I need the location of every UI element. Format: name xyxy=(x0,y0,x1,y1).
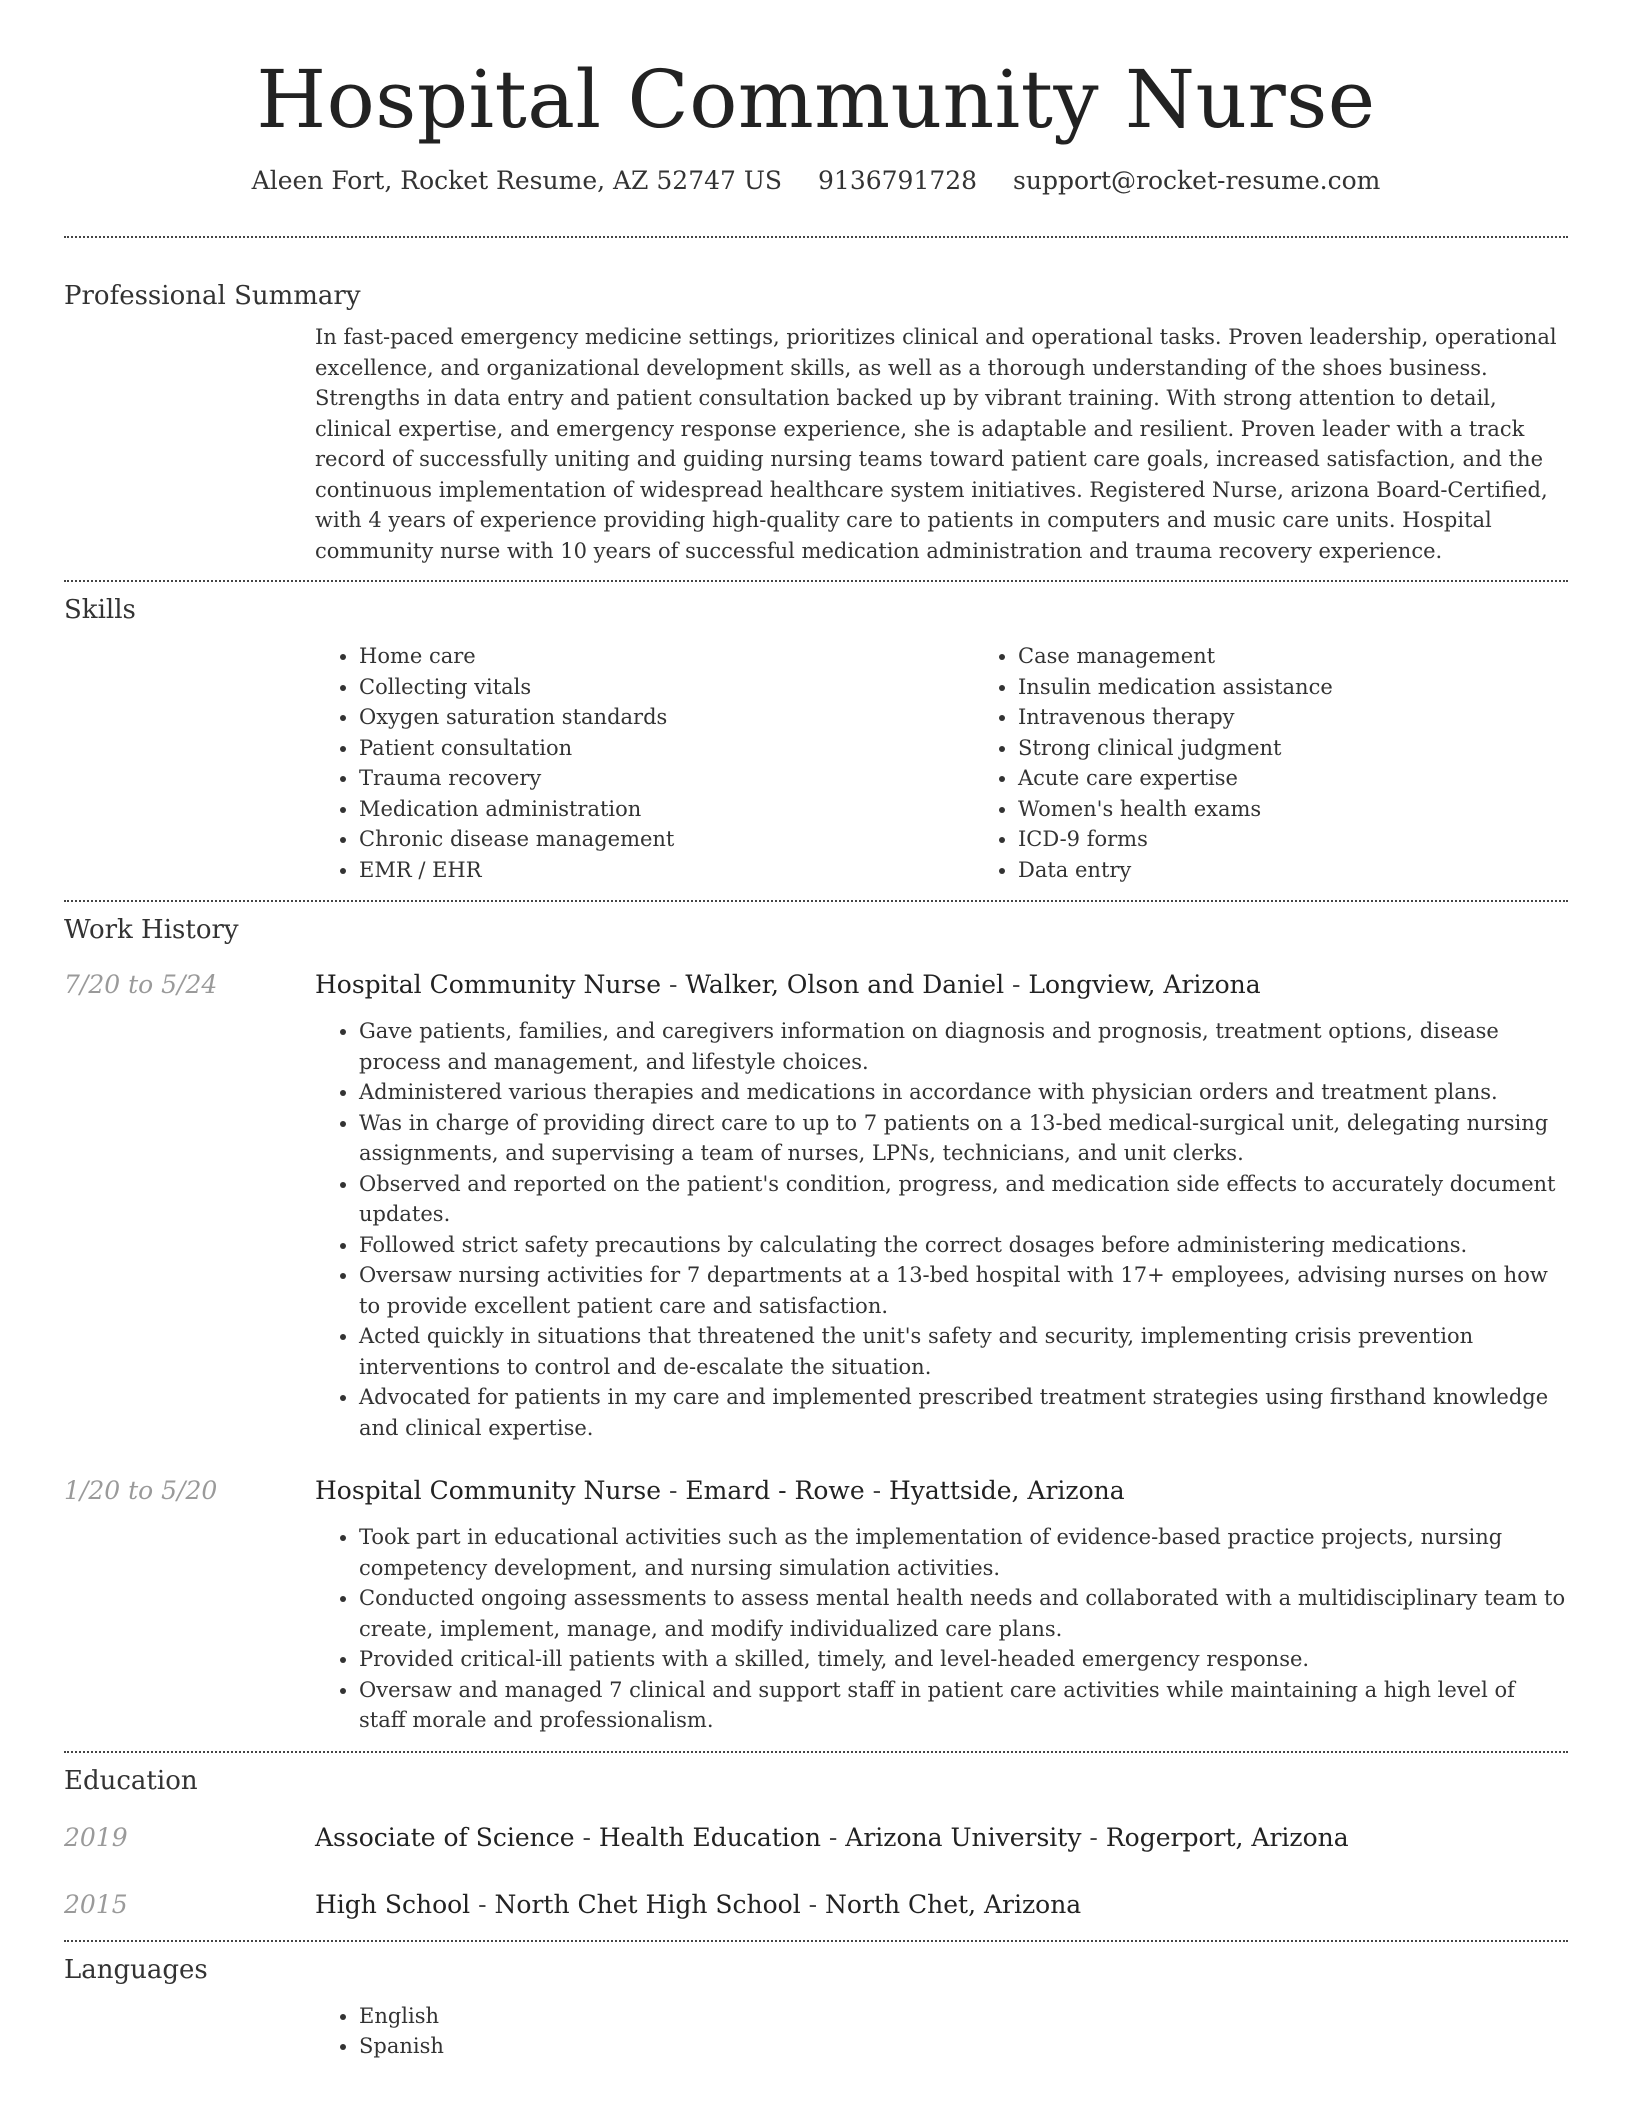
education-title: High School - North Chet High School - North Chet, Arizona xyxy=(315,1889,1082,1919)
job-bullet: • Advocated for patients in my care and implemented prescribed treatment strategies using firsthand knowledge and clinical expertise. xyxy=(359,1382,1568,1443)
skill-item: • Medication administration xyxy=(359,794,974,825)
job-header xyxy=(64,968,1568,1002)
education-degree: Associate of Science xyxy=(315,1822,575,1852)
education-title: Associate of Science - Health Education - Arizona University - Rogerport, Arizona xyxy=(315,1822,1349,1852)
skill-item: • Home care xyxy=(359,641,974,672)
job-position: Hospital Community Nurse xyxy=(315,970,662,999)
job-title: Hospital Community Nurse - Emard - Rowe - Hyattside, Arizona xyxy=(315,1476,1125,1505)
job-employer: Emard - Rowe xyxy=(685,1476,865,1505)
divider xyxy=(64,900,1568,902)
skill-item: • Chronic disease management xyxy=(359,824,974,855)
skill-item: • Case management xyxy=(1018,641,1632,672)
summary-section xyxy=(64,280,1568,566)
education-section xyxy=(64,1765,1568,1922)
summary-text: In fast-paced emergency medicine settings, prioritizes clinical and operational tasks. Proven leadership, operational excellence, and organizational development skills, as well as a thorough understanding of the shoes business. Strengths in data entry and patient consultation backed up by vibrant training. With strong attention to detail, clinical expertise, and emergency response experience, she is adaptable and resilient. Proven leader with a track record of successfully uniting and guiding nursing teams toward patient care goals, increased satisfaction, and the continuous implementation of widespread healthcare system initiatives. Registered Nurse, arizona Board-Certified, with 4 years of experience providing high-quality care to patients in computers and music care units. Hospital community nurse with 10 years of successful medication administration and trauma recovery experience. xyxy=(315,325,1557,563)
education-location: North Chet, Arizona xyxy=(825,1889,1082,1919)
education-degree: High School xyxy=(315,1889,471,1919)
skill-item: • Intravenous therapy xyxy=(1018,702,1632,733)
work-section xyxy=(64,914,1568,1736)
skills-list-right xyxy=(974,641,1632,885)
skills-list-left xyxy=(315,641,974,885)
job-bullet: • Conducted ongoing assessments to assess mental health needs and collaborated with a multidisciplinary team to create, implement, manage, and modify individualized care plans. xyxy=(359,1583,1568,1644)
divider xyxy=(64,1940,1568,1942)
skill-item: • Oxygen saturation standards xyxy=(359,702,974,733)
skill-item: • Strong clinical judgment xyxy=(1018,733,1632,764)
job-location: Longview, Arizona xyxy=(1028,970,1261,999)
language-item: • Spanish xyxy=(359,2031,1568,2062)
job-bullet: • Provided critical-ill patients with a skilled, timely, and level-headed emergency response. xyxy=(359,1644,1568,1675)
skill-item: • ICD-9 forms xyxy=(1018,824,1632,855)
education-entry xyxy=(64,1888,1568,1922)
skill-item: • Collecting vitals xyxy=(359,672,974,703)
job-bullet: • Observed and reported on the patient's condition, progress, and medication side effects to accurately document updates. xyxy=(359,1169,1568,1230)
contact-email: support@rocket-resume.com xyxy=(1013,166,1381,195)
section-title-summary: Professional Summary xyxy=(64,281,361,311)
languages-content xyxy=(315,2001,1568,2062)
job-entry xyxy=(64,968,1568,1443)
job-date: 7/20 to 5/24 xyxy=(64,970,218,999)
skill-item: • Acute care expertise xyxy=(1018,763,1632,794)
job-date: 1/20 to 5/20 xyxy=(64,1476,218,1505)
job-bullet: • Was in charge of providing direct care to up to 7 patients on a 13-bed medical-surgical unit, delegating nursing assignments, and supervising a team of nurses, LPNs, technicians, and unit clerks. xyxy=(359,1108,1568,1169)
job-bullets xyxy=(315,1016,1568,1443)
job-duties xyxy=(315,1522,1568,1736)
languages-section xyxy=(64,1954,1568,2062)
job-bullet: • Took part in educational activities such as the implementation of evidence-based practice projects, nursing competency development, and nursing simulation activities. xyxy=(359,1522,1568,1583)
education-date: 2015 xyxy=(64,1889,128,1919)
job-bullet: • Acted quickly in situations that threatened the unit's safety and security, implementing crisis prevention interventions to control and de-escalate the situation. xyxy=(359,1321,1568,1382)
divider xyxy=(64,580,1568,582)
section-title-languages: Languages xyxy=(64,1954,208,1985)
job-duties xyxy=(315,1016,1568,1443)
section-title-skills: Skills xyxy=(64,595,136,625)
education-location: Rogerport, Arizona xyxy=(1105,1822,1349,1852)
skill-item: • Trauma recovery xyxy=(359,763,974,794)
education-entry xyxy=(64,1821,1568,1855)
divider xyxy=(64,236,1568,238)
job-bullet: • Oversaw and managed 7 clinical and support staff in patient care activities while maintaining a high level of staff morale and professionalism. xyxy=(359,1675,1568,1736)
contact-address: Aleen Fort, Rocket Resume, AZ 52747 US xyxy=(251,166,783,195)
job-bullet: • Gave patients, families, and caregivers information on diagnosis and prognosis, treatment options, disease process and management, and lifestyle choices. xyxy=(359,1016,1568,1077)
section-title-work: Work History xyxy=(64,915,239,945)
skill-item: • Data entry xyxy=(1018,855,1632,886)
job-header xyxy=(64,1474,1568,1508)
resume-page xyxy=(64,0,1568,2062)
education-school: Arizona University xyxy=(845,1822,1082,1852)
job-bullet: • Followed strict safety precautions by calculating the correct dosages before administering medications. xyxy=(359,1230,1568,1261)
section-title-education: Education xyxy=(64,1765,198,1796)
skills-section xyxy=(64,594,1568,885)
languages-list xyxy=(315,2001,1568,2062)
job-bullet: • Oversaw nursing activities for 7 departments at a 13-bed hospital with 17+ employees, advising nurses on how to provide excellent patient care and satisfaction. xyxy=(359,1260,1568,1321)
skill-item: • Patient consultation xyxy=(359,733,974,764)
job-title: Hospital Community Nurse - Walker, Olson and Daniel - Longview, Arizona xyxy=(315,970,1261,999)
job-position: Hospital Community Nurse xyxy=(315,1476,662,1505)
job-location: Hyattside, Arizona xyxy=(888,1476,1125,1505)
divider xyxy=(64,1751,1568,1753)
skill-item: • EMR / EHR xyxy=(359,855,974,886)
skill-item: • Insulin medication assistance xyxy=(1018,672,1632,703)
job-bullets xyxy=(315,1522,1568,1736)
skills-lists xyxy=(315,641,1568,885)
contact-phone: 9136791728 xyxy=(818,166,978,195)
language-item: • English xyxy=(359,2001,1568,2032)
candidate-name: Hospital Community Nurse xyxy=(256,53,1376,146)
skill-item: • Women's health exams xyxy=(1018,794,1632,825)
contact-line xyxy=(64,164,1568,198)
summary-content xyxy=(315,322,1568,566)
education-field: Health Education xyxy=(598,1822,821,1852)
job-entry xyxy=(64,1474,1568,1736)
job-bullet: • Administered various therapies and medications in accordance with physician orders and treatment plans. xyxy=(359,1077,1568,1108)
education-school: North Chet High School xyxy=(494,1889,801,1919)
job-employer: Walker, Olson and Daniel xyxy=(685,970,1005,999)
education-date: 2019 xyxy=(64,1822,128,1852)
